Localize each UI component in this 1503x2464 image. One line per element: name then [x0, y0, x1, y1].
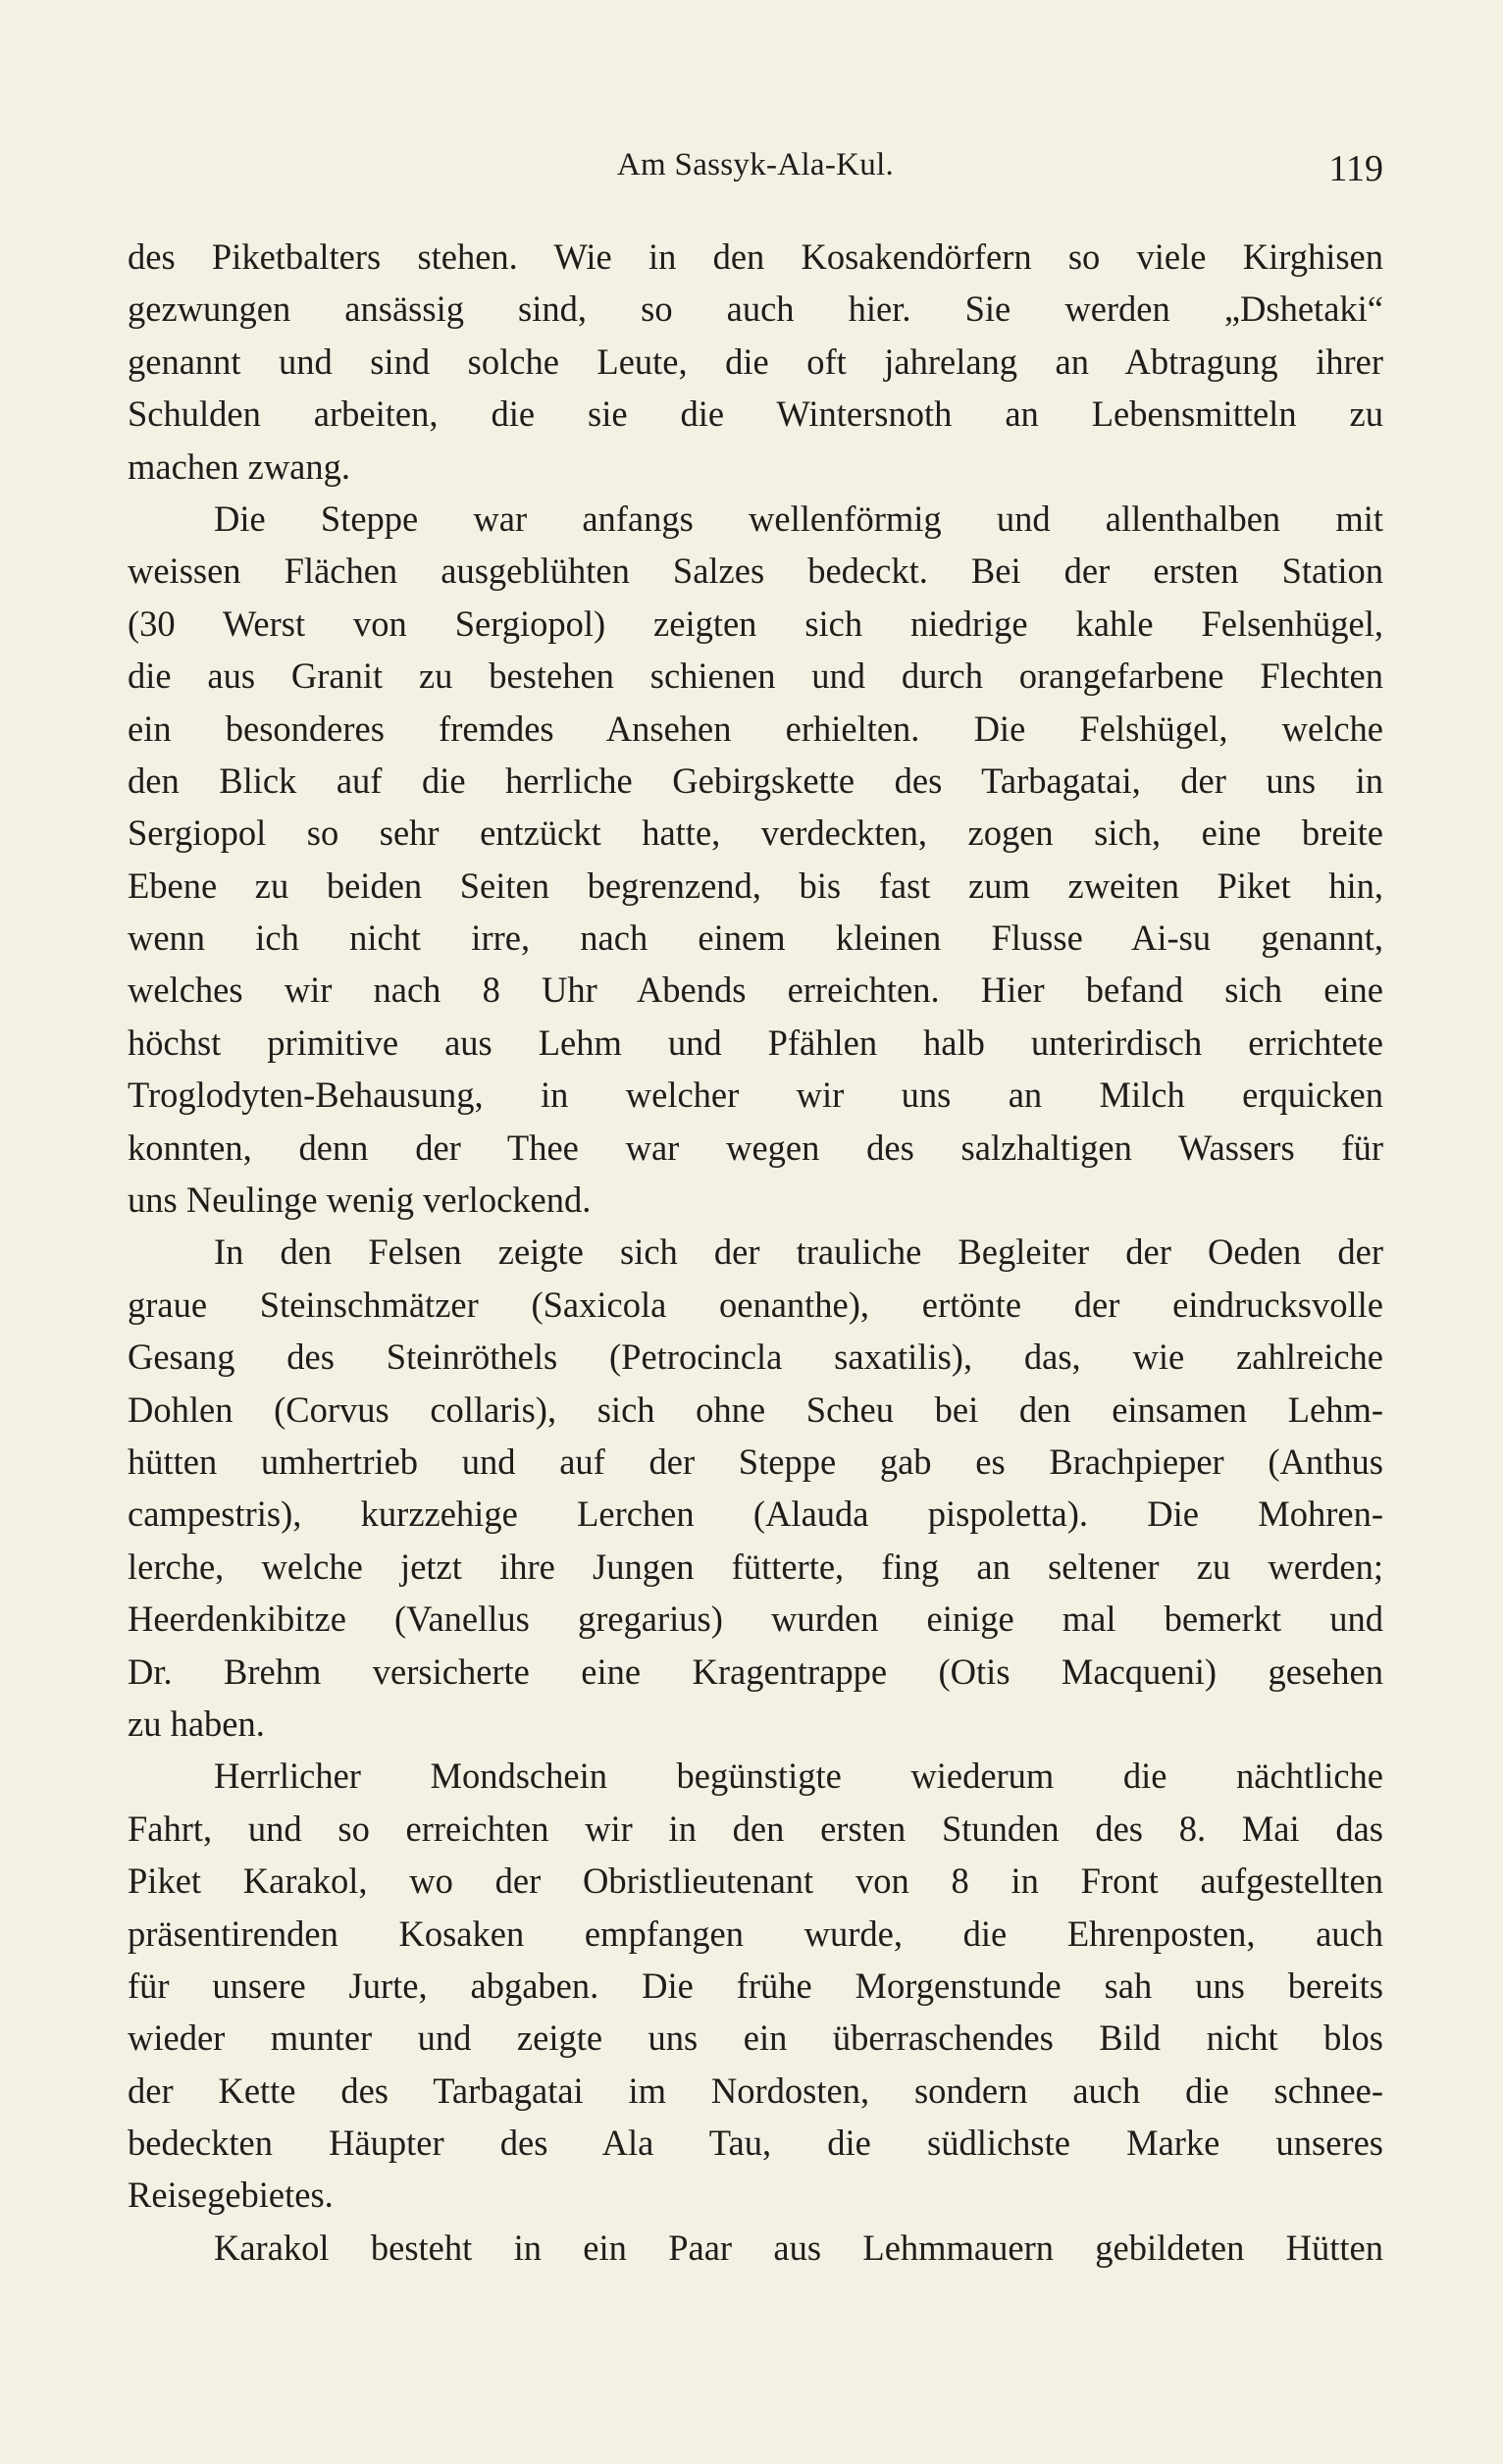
text-line: graue Steinschmätzer (Saxicola oenanthe), ertönte der eindrucksvolle	[128, 1284, 1383, 1325]
page-header	[128, 147, 1383, 196]
text-line: wenn ich nicht irre, nach einem kleinen Flusse Ai-su genannt,	[128, 917, 1383, 959]
text-line: uns Neulinge wenig verlockend.	[128, 1180, 592, 1221]
text-line: zu haben.	[128, 1703, 265, 1744]
text-line: Die Steppe war anfangs wellenförmig und allenthalben mit	[214, 498, 1383, 539]
text-line: ein besonderes fremdes Ansehen erhielten. Die Felshügel, welche	[128, 708, 1383, 749]
text-line: campestris), kurzzehige Lerchen (Alauda pispoletta). Die Mohren-	[128, 1494, 1383, 1535]
text-line: bedeckten Häupter des Ala Tau, die südlichste Marke unseres	[128, 2123, 1383, 2164]
text-line: Fahrt, und so erreichten wir in den ersten Stunden des 8. Mai das	[128, 1808, 1383, 1849]
text-line: Karakol besteht in ein Paar aus Lehmmauern gebildeten Hütten	[214, 2227, 1383, 2268]
text-line: Heerdenkibitze (Vanellus gregarius) wurden einige mal bemerkt und	[128, 1599, 1383, 1640]
text-line: Piket Karakol, wo der Obristlieutenant von 8 in Front aufgestellten	[128, 1861, 1383, 1902]
text-line: gezwungen ansässig sind, so auch hier. Sie werden „Dshetaki“	[128, 288, 1383, 330]
text-line: Herrlicher Mondschein begünstigte wiederum die nächtliche	[214, 1756, 1383, 1797]
text-line: wieder munter und zeigte uns ein überraschendes Bild nicht blos	[128, 2018, 1383, 2059]
text-line: die aus Granit zu bestehen schienen und durch orangefarbene Flechten	[128, 655, 1383, 697]
text-line: Ebene zu beiden Seiten begrenzend, bis fast zum zweiten Piket hin,	[128, 865, 1383, 906]
text-line: Dohlen (Corvus collaris), sich ohne Scheu bei den einsamen Lehm-	[128, 1389, 1383, 1430]
text-line: den Blick auf die herrliche Gebirgskette des Tarbagatai, der uns in	[128, 760, 1383, 801]
text-line: des Piketbalters stehen. Wie in den Kosakendörfern so viele Kirghisen	[128, 236, 1383, 277]
text-line: konnten, denn der Thee war wegen des salzhaltigen Wassers für	[128, 1127, 1383, 1168]
text-line: Gesang des Steinröthels (Petrocincla saxatilis), das, wie zahlreiche	[128, 1337, 1383, 1378]
text-line: hütten umhertrieb und auf der Steppe gab es Brachpieper (Anthus	[128, 1441, 1383, 1482]
body-text	[128, 231, 1383, 2274]
text-line: (30 Werst von Sergiopol) zeigten sich niedrige kahle Felsenhügel,	[128, 603, 1383, 644]
text-line: weissen Flächen ausgeblühten Salzes bedeckt. Bei der ersten Station	[128, 550, 1383, 592]
text-line: machen zwang.	[128, 446, 351, 487]
text-line: präsentirenden Kosaken empfangen wurde, die Ehrenposten, auch	[128, 1913, 1383, 1954]
text-line: In den Felsen zeigte sich der trauliche Begleiter der Oeden der	[214, 1232, 1383, 1273]
running-title: Am Sassyk-Ala-Kul.	[616, 147, 895, 183]
text-line: Dr. Brehm versicherte eine Kragentrappe (Otis Macqueni) gesehen	[128, 1651, 1383, 1692]
text-line: lerche, welche jetzt ihre Jungen fütterte, fing an seltener zu werden;	[128, 1546, 1383, 1587]
page-number: 119	[1328, 148, 1383, 189]
text-line: Sergiopol so sehr entzückt hatte, verdeckten, zogen sich, eine breite	[128, 813, 1383, 854]
text-line: Reisegebietes.	[128, 2175, 334, 2216]
text-line: Schulden arbeiten, die sie die Wintersnoth an Lebensmitteln zu	[128, 393, 1383, 435]
text-line: der Kette des Tarbagatai im Nordosten, sondern auch die schnee-	[128, 2070, 1383, 2111]
text-line: für unsere Jurte, abgaben. Die frühe Morgenstunde sah uns bereits	[128, 1965, 1383, 2006]
text-line: höchst primitive aus Lehm und Pfählen halb unterirdisch errichtete	[128, 1022, 1383, 1063]
text-line: welches wir nach 8 Uhr Abends erreichten. Hier befand sich eine	[128, 970, 1383, 1011]
text-line: Troglodyten-Behausung, in welcher wir uns an Milch erquicken	[128, 1075, 1383, 1116]
text-line: genannt und sind solche Leute, die oft jahrelang an Abtragung ihrer	[128, 341, 1383, 382]
